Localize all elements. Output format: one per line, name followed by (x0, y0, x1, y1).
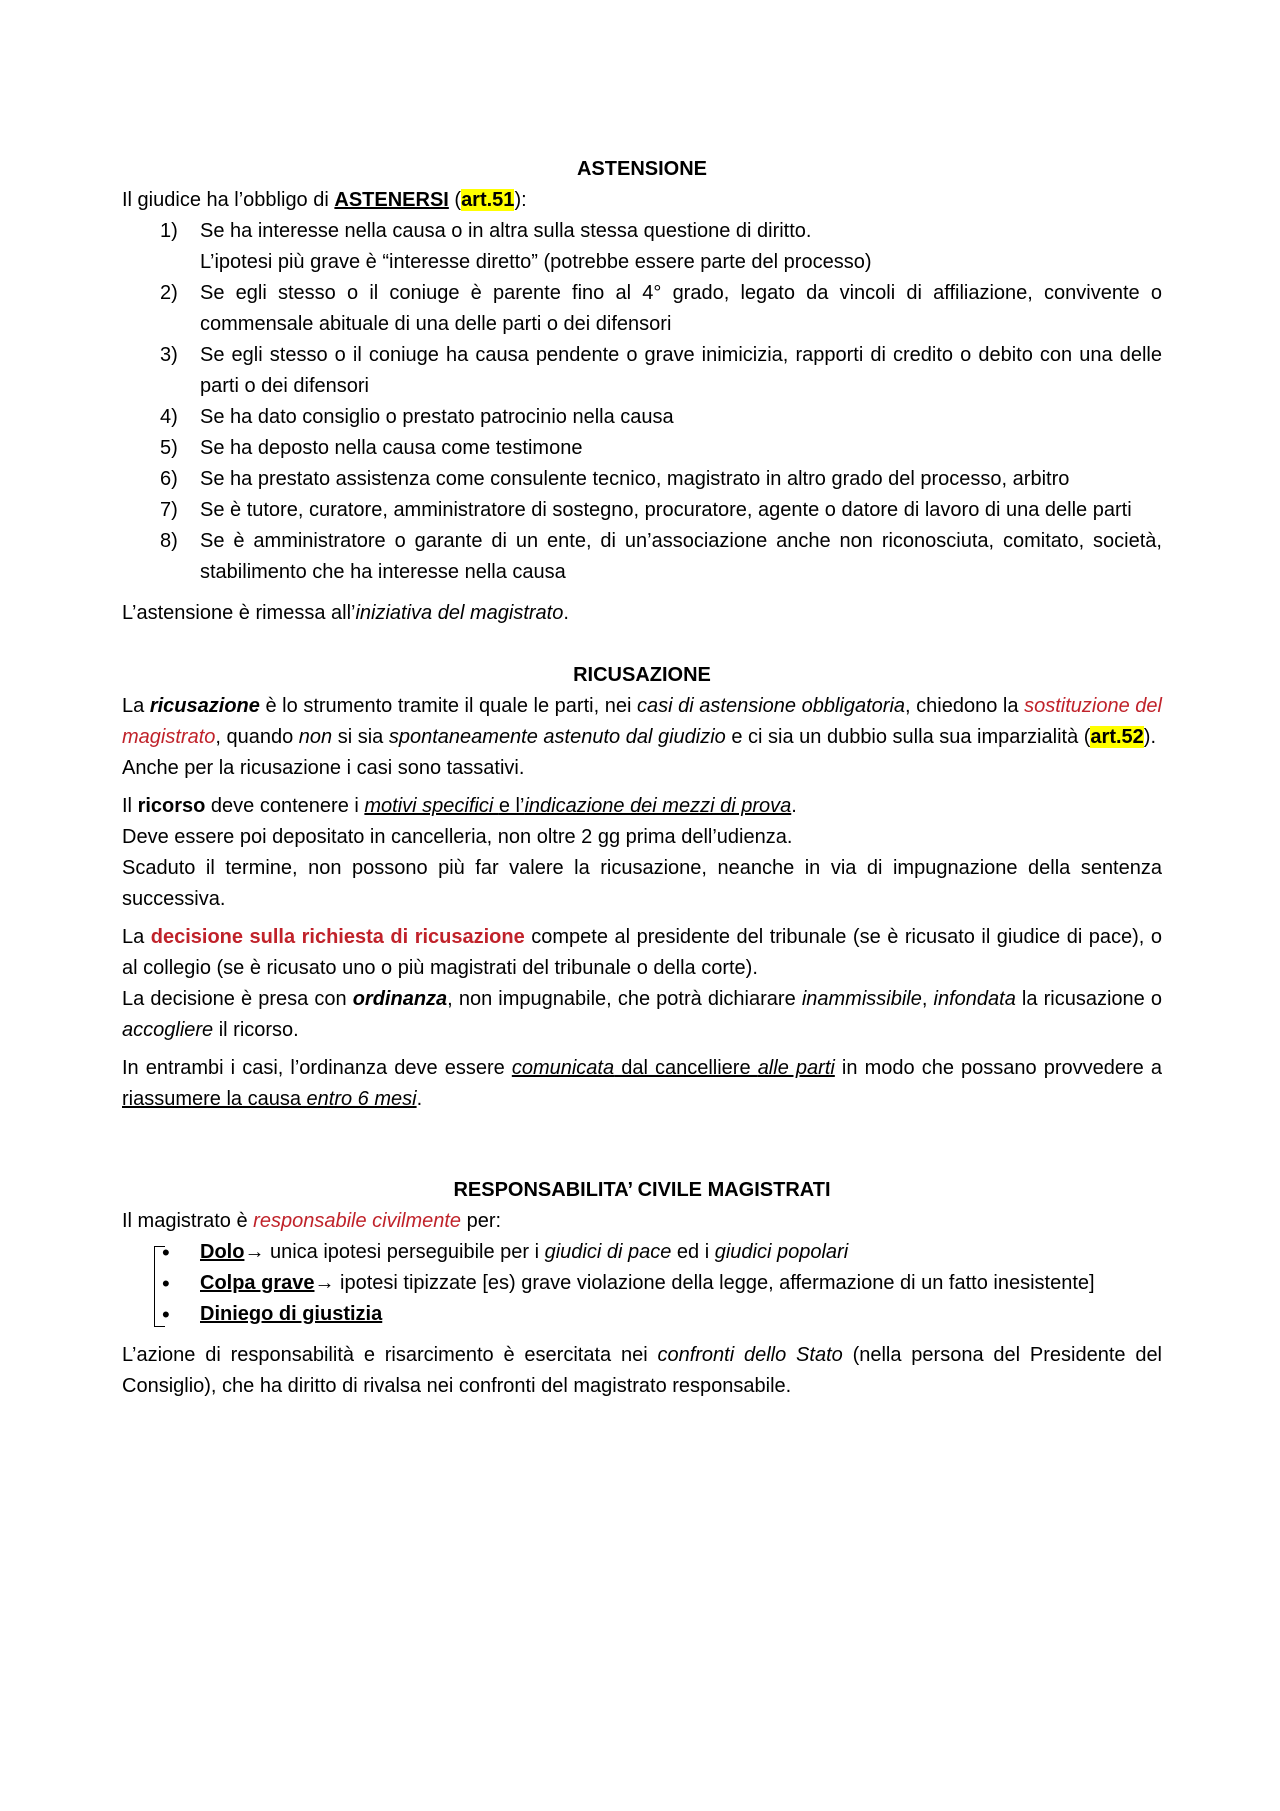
text-run-italic-underline: alle parti (757, 1057, 835, 1079)
bullet-italic: giudici popolari (714, 1241, 849, 1263)
list-item-text: Se ha interesse nella causa o in altra sulla stessa questione di diritto. (200, 220, 812, 242)
closing-text: L’astensione è rimessa all’ (122, 602, 356, 624)
ricusazione-paragraph-4 (122, 1053, 1162, 1115)
bullet-bold-term: Dolo (200, 1241, 245, 1263)
list-item-text: Se è tutore, curatore, amministratore di sostegno, procuratore, agente o datore di lavoro di una delle parti (200, 499, 1132, 521)
list-number: 4) (160, 406, 178, 428)
text-run-italic-underline: motivi specifici (364, 795, 499, 817)
text-run: , quando (215, 726, 299, 748)
bullet-text: ipotesi tipizzate [es) grave violazione della legge, affermazione di un fatto inesistente] (334, 1272, 1095, 1294)
list-item (122, 278, 1162, 340)
text-run-red-italic: sostituzione del magistrato (122, 695, 1162, 748)
text-run-italic: accogliere (122, 1019, 214, 1041)
text-run-italic: non (298, 726, 333, 748)
article-reference-highlight: art.51 (461, 189, 515, 211)
list-item-text: Se è amministratore o garante di un ente, di un’associazione anche non riconosciuta, comitato, società, stabilimento che ha interesse nella causa (200, 530, 1162, 583)
list-item-text: Se egli stesso o il coniuge è parente fino al 4° grado, legato da vincoli di affiliazione, convivente o commensale abituale di una delle parti o dei difensori (200, 282, 1162, 335)
text-run: il ricorso. (213, 1019, 299, 1041)
text-run: , non impugnabile, che potrà dichiarare (447, 988, 802, 1010)
list-item (122, 526, 1162, 588)
section-title-ricusazione: RICUSAZIONE (573, 664, 711, 686)
list-number: 1) (160, 220, 178, 242)
bullet-bold-term: Diniego di giustizia (200, 1303, 383, 1325)
astensione-list (122, 216, 1162, 588)
text-run: ). (1143, 726, 1157, 748)
text-run-underline: riassumere la causa (122, 1088, 307, 1110)
bullet-item (122, 1237, 1162, 1268)
ricusazione-paragraph-3b (122, 984, 1162, 1046)
text-run-italic: inammissibile (801, 988, 922, 1010)
list-item (122, 433, 1162, 464)
text-run: è lo strumento tramite il quale le parti, nei (259, 695, 637, 717)
text-run: in modo che possano provvedere a (834, 1057, 1163, 1079)
responsabilita-closing (122, 1340, 1162, 1402)
text-run-italic: casi di astensione obbligatoria (637, 695, 906, 717)
list-item-text: Se egli stesso o il coniuge ha causa pendente o grave inimicizia, rapporti di credito o debito con una delle parti o dei difensori (200, 344, 1162, 397)
intro-suffix: ): (514, 189, 527, 211)
text-run-bold-red: decisione sulla richiesta di ricusazione (150, 926, 525, 948)
list-item-text: Se ha dato consiglio o prestato patrocinio nella causa (200, 406, 674, 428)
text-run-italic-underline: comunicata (511, 1057, 615, 1079)
bullet-icon: • (162, 1271, 170, 1296)
section-title-responsabilita: RESPONSABILITA’ CIVILE MAGISTRATI (453, 1179, 831, 1201)
list-number: 8) (160, 530, 178, 552)
list-number: 5) (160, 437, 178, 459)
list-item (122, 402, 1162, 433)
text-run-italic-underline: entro 6 mesi (306, 1088, 417, 1110)
arrow-icon: → (244, 1241, 265, 1263)
ricusazione-paragraph-1 (122, 691, 1162, 753)
responsabilita-bullet-list (122, 1237, 1162, 1330)
text-run: e ci sia un dubbio sulla sua imparzialità ( (725, 726, 1091, 748)
text-run: Il (122, 795, 138, 817)
intro-bold-term: ASTENERSI (334, 189, 449, 211)
text-run: (nella persona del Presidente del Consiglio), che ha diritto di rivalsa nei confronti del magistrato responsabile. (122, 1344, 1163, 1397)
bullet-item (122, 1268, 1162, 1299)
text-run-underline: dal cancelliere (614, 1057, 758, 1079)
closing-suffix: . (563, 602, 569, 624)
ricusazione-paragraph-2c: Scaduto il termine, non possono più far valere la ricusazione, neanche in via di impugnazione della sentenza successiva. (122, 857, 1162, 910)
text-run: deve contenere i (205, 795, 365, 817)
bullet-item (122, 1299, 1162, 1330)
astensione-intro (122, 185, 1162, 216)
intro-paren: ( (448, 189, 462, 211)
text-run: compete al presidente del tribunale (se è ricusato il giudice di pace), o al collegio (se è ricusato uno o più magistrati del tribunale o della corte). (122, 926, 1163, 979)
bullet-bold-term: Colpa grave (200, 1272, 315, 1294)
text-run: La decisione è presa con (122, 988, 353, 1010)
text-run: . (791, 795, 797, 817)
list-number: 6) (160, 468, 178, 490)
text-run: Il magistrato è (122, 1210, 254, 1232)
ricusazione-paragraph-2 (122, 791, 1162, 822)
ricusazione-paragraph-3 (122, 922, 1162, 984)
ricusazione-paragraph-1b: Anche per la ricusazione i casi sono tassativi. (122, 757, 525, 779)
list-item (122, 340, 1162, 402)
astensione-closing (122, 598, 1162, 629)
list-item (122, 464, 1162, 495)
list-item (122, 216, 1162, 278)
bullet-text: unica ipotesi perseguibile per i (264, 1241, 545, 1263)
text-run-italic: spontaneamente astenuto dal giudizio (388, 726, 726, 748)
intro-text: Il giudice ha l’obbligo di (122, 189, 335, 211)
text-run: In entrambi i casi, l’ordinanza deve essere (122, 1057, 512, 1079)
article-reference-highlight: art.52 (1090, 726, 1144, 748)
text-run: si sia (332, 726, 389, 748)
responsabilita-intro (122, 1206, 1162, 1237)
text-run-underline: e l’ (498, 795, 525, 817)
text-run: , (921, 988, 934, 1010)
text-run-red-italic: responsabile civilmente (253, 1210, 462, 1232)
bullet-icon: • (162, 1240, 170, 1265)
text-run-bold-italic: ricusazione (149, 695, 260, 717)
text-run-italic: confronti dello Stato (657, 1344, 843, 1366)
bullet-italic: giudici di pace (544, 1241, 672, 1263)
closing-italic: iniziativa del magistrato (355, 602, 564, 624)
section-title-astensione: ASTENSIONE (576, 158, 708, 180)
list-item-text-continuation: L’ipotesi più grave è “interesse diretto” (potrebbe essere parte del processo) (200, 251, 872, 273)
document-page (122, 154, 1162, 1402)
text-run-italic-underline: indicazione dei mezzi di prova (524, 795, 792, 817)
text-run: La (122, 926, 151, 948)
text-run: . (416, 1088, 423, 1110)
text-run: La (122, 695, 150, 717)
list-item (122, 495, 1162, 526)
bullet-text: ed i (671, 1241, 715, 1263)
text-run-bold: ricorso (137, 795, 206, 817)
text-run: , chiedono la (905, 695, 1025, 717)
list-number: 3) (160, 344, 178, 366)
text-run: la ricusazione o (1015, 988, 1162, 1010)
list-number: 7) (160, 499, 178, 521)
text-run-bold-italic: ordinanza (352, 988, 448, 1010)
list-item-text: Se ha prestato assistenza come consulente tecnico, magistrato in altro grado del processo, arbitro (200, 468, 1070, 490)
ricusazione-paragraph-2b: Deve essere poi depositato in cancelleria, non oltre 2 gg prima dell’udienza. (122, 826, 793, 848)
text-run: L’azione di responsabilità e risarcimento è esercitata nei (122, 1344, 658, 1366)
text-run: per: (461, 1210, 502, 1232)
text-run-italic: infondata (933, 988, 1016, 1010)
list-item-text: Se ha deposto nella causa come testimone (200, 437, 583, 459)
bullet-icon: • (162, 1302, 170, 1327)
arrow-icon: → (314, 1272, 335, 1294)
list-number: 2) (160, 282, 178, 304)
